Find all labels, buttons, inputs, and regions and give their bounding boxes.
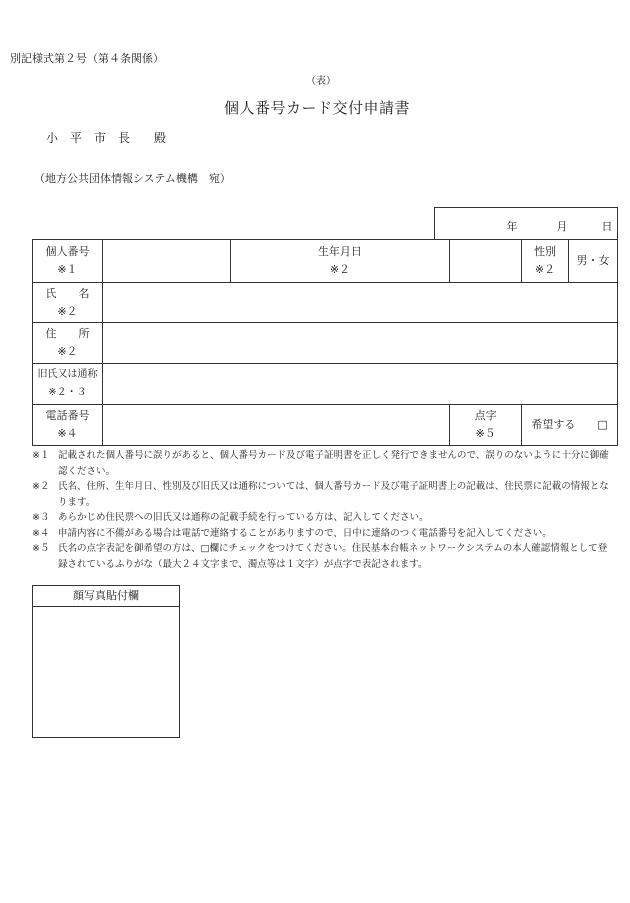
form-number: 別記様式第２号（第４条関係） <box>10 52 164 65</box>
photo-label: 顔写真貼付欄 <box>33 586 179 607</box>
note-item: ※４ 申請内容に不備がある場合は電話で連絡することがありますので、日中に連絡のつく電話番号を記入してください。 <box>32 527 552 539</box>
note-item: ※２ 氏名、住所、生年月日、性別及び旧氏又は通称については、個人番号カード及び電子証明書上の記載は、住民票に記載の情報となります。 <box>32 481 609 508</box>
day-label: 日 <box>601 219 613 233</box>
jusho-field[interactable] <box>102 323 617 364</box>
month-label: 月 <box>556 219 568 233</box>
denwa-label: 電話番号 ※４ <box>33 405 103 446</box>
shimei-label: 氏 名 ※２ <box>33 283 103 323</box>
date-field[interactable] <box>435 208 618 240</box>
notes-list <box>32 448 612 572</box>
agency-addressee: （地方公共団体情報システム機構 宛） <box>34 172 231 185</box>
seinengappi-field[interactable] <box>450 240 522 283</box>
note-item: ※５ 氏名の点字表記を御希望の方は、□欄にチェックをつけてください。住民基本台帳ネットワークシステムの本人確認情報として登録されているふりがな（最大２４文字まで、濁点等は１文字）が点字で表記されます。 <box>32 543 608 570</box>
tenji-option: 希望する <box>531 418 576 431</box>
tenji-label: 点字 ※５ <box>450 405 522 446</box>
kojin-bango-label: 個人番号 ※１ <box>33 240 103 283</box>
side-label: （表） <box>306 76 336 87</box>
seibetsu-field[interactable]: 男・女 <box>569 240 618 283</box>
addressee: 小 平 市 長 殿 <box>46 131 167 145</box>
note-item: ※１ 記載された個人番号に誤りがあると、個人番号カード及び電子証明書を正しく発行できませんので、誤りのないように十分に御確認ください。 <box>32 450 609 477</box>
tenji-field[interactable] <box>522 405 618 446</box>
denwa-field[interactable] <box>102 405 449 446</box>
kyuuji-field[interactable] <box>102 364 617 405</box>
note-item: ※３ あらかじめ住民票への旧氏又は通称の記載手続を行っている方は、記入してください。 <box>32 512 429 523</box>
application-table <box>32 239 618 446</box>
jusho-label: 住 所 ※２ <box>33 323 103 364</box>
shimei-field[interactable] <box>102 283 617 323</box>
photo-box[interactable] <box>32 585 180 738</box>
kojin-bango-field[interactable] <box>102 240 230 283</box>
seibetsu-label: 性別 ※２ <box>522 240 569 283</box>
date-box <box>434 207 618 240</box>
year-label: 年 <box>506 219 518 233</box>
tenji-checkbox[interactable]: □ <box>597 418 608 431</box>
page-title: 個人番号カード交付申請書 <box>224 99 411 117</box>
seinengappi-label: 生年月日 ※２ <box>230 240 450 283</box>
kyuuji-label: 旧氏又は通称 ※２・３ <box>33 364 103 405</box>
